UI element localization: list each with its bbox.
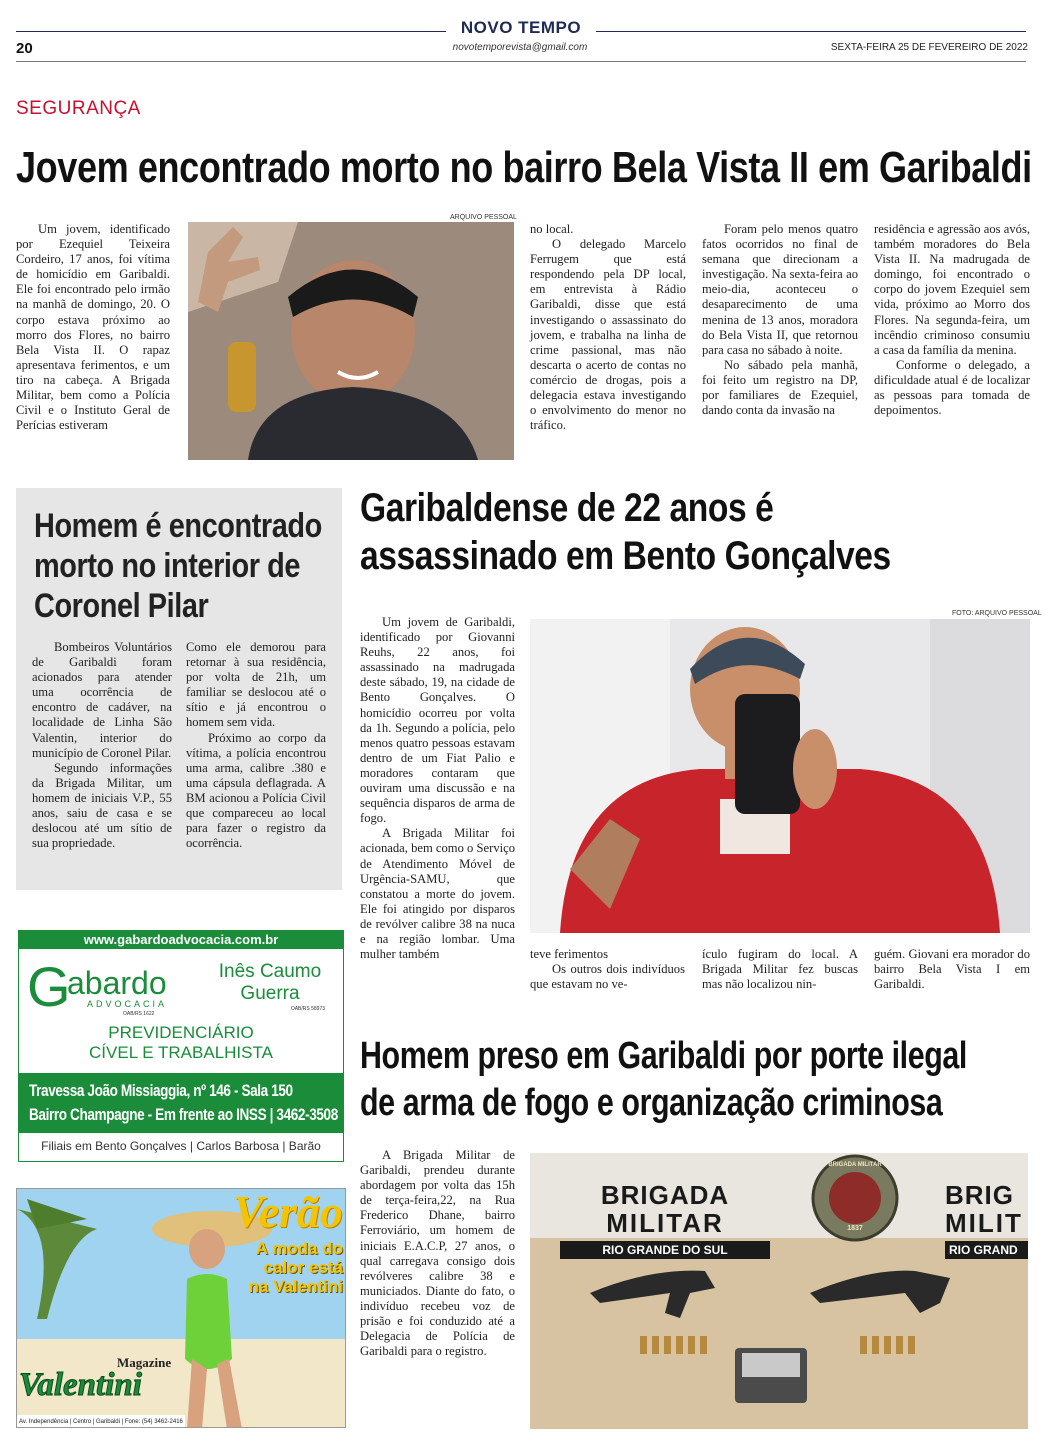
header-bottom-rule xyxy=(16,61,1026,62)
gabardo-oab1: OAB/RS 1622 xyxy=(123,1011,155,1017)
page-number: 20 xyxy=(16,40,33,57)
article2-col2 xyxy=(186,640,326,851)
section-label: SEGURANÇA xyxy=(16,98,141,119)
gabardo-logo-word: abardo xyxy=(67,965,167,1001)
article2-paragraph: Segundo informações da Brigada Militar, um homem de iniciais V.P., 55 anos, saiu de casa e se deslocou até um sítio de sua propriedade. xyxy=(32,760,172,851)
article3-paragraph: Os outros dois indivíduos que estavam no ve- xyxy=(530,962,685,992)
article3-col3-text: ículo fugiram do local. A Brigada Militar fez buscas mas não localizou nin- xyxy=(702,947,858,992)
article4-title-line2: de arma de fogo e organização criminosa xyxy=(360,1082,943,1124)
article2-title xyxy=(34,506,322,626)
article4-photo xyxy=(530,1153,1028,1429)
article2-box xyxy=(16,488,342,890)
article4-col1 xyxy=(360,1148,515,1359)
article3-col4-text: guém. Giovani era morador do bairro Bela Vista I em Garibaldi. xyxy=(874,947,1030,992)
valentini-tagline xyxy=(243,1239,343,1296)
banner-right-line2: MILIT xyxy=(945,1208,1023,1238)
banner-right-line1: BRIG xyxy=(945,1181,1014,1210)
article2-title-line3: Coronel Pilar xyxy=(34,587,209,625)
article3-paragraph: Um jovem de Garibaldi, identificado por Giovanni Reuhs, 22 anos, foi assassinado na madrugada deste sábado, 19, na cidade de Bento Gonçalves. O homicídio ocorreu por volta da 1h. Segundo a polícia, pelo menos quatro pessoas estavam dentro de um Fiat Palio e moradores contaram que ouviram uma discussão e na sequência disparos de arma de fogo. xyxy=(360,615,515,826)
article3-col4 xyxy=(874,947,1030,992)
valentini-brand: Valentini xyxy=(19,1367,142,1403)
gabardo-name-line2: Guerra xyxy=(240,983,300,1004)
article1-col4-lead: residência e agressão aos avós, também moradores do Bela Vista II. Na madrugada de domingo, foi encontrado o corpo do jovem Ezequiel sem vida, próximo ao Morro dos Flores. Na segunda-feira, um incêndio criminoso consumiu a casa da família da menina. xyxy=(874,222,1030,357)
article1-paragraph: O delegado Marcelo Ferrugem que está respondendo pela DP local, em entrevista à Rádio Garibaldi, disse que está investigando o assassinato do jovem, e trabalha na linha de crime passional, mas não descarta o acerto de contas no comércio de drogas, pois a delegacia estava investigando o envolvimento do menor no tráfico. xyxy=(530,237,686,433)
brigada-banner-right xyxy=(945,1181,1028,1259)
seal-year: 1837 xyxy=(847,1225,863,1232)
article4-paragraph: A Brigada Militar de Garibaldi, prendeu durante abordagem por volta das 15h de terça-feira,22, na Rua Frederico Dhane, bairro Ferroviário, um homem de iniciais E.A.C.P, 27 anos, o qual carregava consigo dois revólveres calibre 38 e municiados. Diante do fato, o indivíduo recebeu voz de prisão e foi conduzido até a Delegacia de Polícia de Garibaldi para o registro. xyxy=(360,1148,515,1359)
article1-col3 xyxy=(702,222,858,418)
article1-paragraph: Conforme o delegado, a dificuldade atual é de localizar as pessoas para tomada de depoimentos. xyxy=(874,357,1030,418)
article3-photo xyxy=(530,619,1030,933)
seal-text: BRIGADA MILITAR xyxy=(828,1162,882,1168)
article1-title: Jovem encontrado morto no bairro Bela Vista II em Garibaldi xyxy=(16,143,1032,192)
valentini-tag-line2: calor está xyxy=(263,1258,343,1277)
gabardo-branches: Filiais em Bento Gonçalves | Carlos Barbosa | Barão xyxy=(41,1139,321,1153)
header-rule-right xyxy=(596,31,1026,32)
banner-right-line3: RIO GRAND xyxy=(945,1241,1028,1259)
article1-paragraph: Foram pelo menos quatro fatos ocorridos no final de semana que direcionam a investigação. Na sexta-feira ao meio-dia, aconteceu o desaparecimento de uma menina de 13 anos, moradora do Bela Vista II, que retornou para casa no sábado à noite. xyxy=(702,222,858,357)
article3-title xyxy=(360,484,891,580)
article1-paragraph: No sábado pela manhã, foi feito um registro na DP, por familiares de Ezequiel, dando conta da invasão na xyxy=(702,357,858,418)
banner-left-line3: RIO GRANDE DO SUL xyxy=(560,1241,770,1259)
article3-paragraph: A Brigada Militar foi acionada, bem como o Serviço de Atendimento Móvel de Urgência-SAMU, que constatou a morte do jovem. Ele foi atingido por disparos de revólver calibre 38 na nuca e na região lombar. Uma mulher também xyxy=(360,826,515,962)
article2-paragraph: Próximo ao corpo da vítima, a polícia encontrou uma arma, calibre .380 e uma cápsula deflagrada. A BM acionou a Polícia Civil que compareceu ao local para fazer o registro da ocorrência. xyxy=(186,730,326,851)
article1-photo-credit: ARQUIVO PESSOAL xyxy=(450,214,517,221)
article3-photo-credit: FOTO: ARQUIVO PESSOAL xyxy=(952,610,1042,617)
gabardo-name-line1: Inês Caumo xyxy=(218,961,322,982)
valentini-footer: Av. Independência | Centro | Garibaldi | Fone: (54) 3462-2416 xyxy=(17,1415,185,1428)
victim-portrait-icon xyxy=(188,222,514,460)
gabardo-address xyxy=(19,1073,343,1133)
article3-title-line1: Garibaldense de 22 anos é xyxy=(360,486,774,530)
gabardo-area-line2: CÍVEL E TRABALHISTA xyxy=(89,1043,273,1062)
article3-col2 xyxy=(530,947,685,992)
article3-col1 xyxy=(360,615,515,962)
gabardo-area-line1: PREVIDENCIÁRIO xyxy=(108,1023,254,1042)
article1-col4 xyxy=(874,222,1030,418)
ad-valentini[interactable] xyxy=(16,1188,346,1428)
article4-title-line1: Homem preso em Garibaldi por porte ilegal xyxy=(360,1035,967,1077)
header-rule-left xyxy=(16,31,446,32)
article2-paragraph: Bombeiros Voluntários de Garibaldi foram acionados para atender uma ocorrência de encontro de cadáver, na localidade de Linha São Valentin, interior do município de Coronel Pilar. xyxy=(32,640,172,760)
banner-left-line2: MILITAR xyxy=(606,1208,724,1238)
gabardo-logo-sub: ADVOCACIA xyxy=(87,999,168,1009)
article2-col2-lead: Como ele demorou para retornar à sua residência, por volta de 21h, um familiar se deslocou até o sítio e já encontrou o homem sem vida. xyxy=(186,640,326,730)
gabardo-areas xyxy=(19,1023,343,1063)
article3-col2-lead: teve ferimentos xyxy=(530,947,608,961)
masthead: NOVO TEMPO xyxy=(460,18,582,37)
article1-col1 xyxy=(16,222,170,433)
banner-left-line1: BRIGADA xyxy=(600,1180,730,1210)
victim-selfie-icon xyxy=(530,619,1030,933)
brigada-banner-left xyxy=(560,1181,770,1259)
valentini-brand-small: Magazine xyxy=(117,1355,172,1370)
article3-title-line2: assassinado em Bento Gonçalves xyxy=(360,534,891,578)
header-email[interactable]: novotemporevista@gmail.com xyxy=(452,42,588,53)
valentini-tag-line3: na Valentini xyxy=(248,1277,343,1296)
article2-title-line1: Homem é encontrado xyxy=(34,507,322,545)
article1-photo xyxy=(188,222,514,460)
brigada-seal xyxy=(813,1161,897,1232)
article2-col1 xyxy=(32,640,172,851)
valentini-tag-line1: A moda do xyxy=(255,1239,343,1258)
gabardo-logo-g: G xyxy=(27,955,71,1018)
gabardo-address-line2: Bairro Champagne - Em frente ao INSS | 3462-3508 xyxy=(29,1105,338,1124)
valentini-headline: Verão xyxy=(233,1188,343,1237)
header-date: SEXTA-FEIRA 25 DE FEVEREIRO DE 2022 xyxy=(830,42,1028,53)
article4-title xyxy=(360,1033,967,1127)
article1-col2 xyxy=(530,222,686,433)
gabardo-oab2: OAB/RS 58973 xyxy=(290,1006,325,1012)
article1-paragraph: Um jovem, identificado por Ezequiel Teixeira Cordeiro, 17 anos, foi vítima de homicídio em Garibaldi. Ele foi encontrado pelo irmão na manhã de domingo, 20. O corpo estava próximo ao morro dos Flores, no bairro Bela Vista II. O rapaz apresentava ferimentos, e um tiro na cabeça. A Brigada Militar, bem como a Polícia Civil e o Instituto Geral de Perícias estiveram xyxy=(16,222,170,433)
gabardo-name xyxy=(215,961,325,1013)
page-header xyxy=(0,0,1058,70)
article1-col2-lead: no local. xyxy=(530,222,574,236)
ad-gabardo-url[interactable]: www.gabardoadvocacia.com.br xyxy=(19,931,343,949)
article3-col3 xyxy=(702,947,858,992)
article2-title-line2: morto no interior de xyxy=(34,547,301,585)
gabardo-logo xyxy=(27,955,207,1023)
gabardo-address-line1: Travessa João Missiaggia, nº 146 - Sala 150 xyxy=(29,1081,293,1100)
ad-gabardo[interactable] xyxy=(18,930,344,1162)
